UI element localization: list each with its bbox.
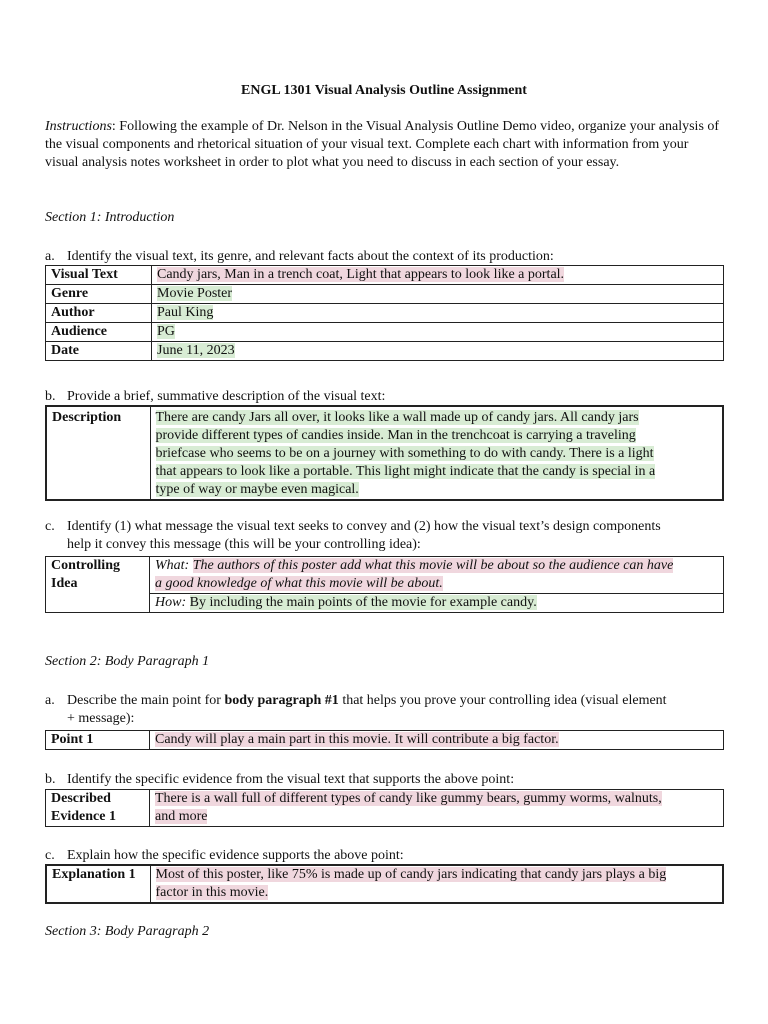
evidence1-line1: There is a wall full of different types of candy like gummy bears, gummy worms, walnuts,: [155, 791, 662, 806]
document-title: ENGL 1301 Visual Analysis Outline Assignment: [241, 83, 527, 98]
table-row: [46, 406, 723, 500]
explanation1-table: [45, 864, 724, 904]
description-cell[interactable]: [150, 406, 723, 500]
table-row: [46, 323, 724, 342]
section2-a-bold: body paragraph #1: [224, 693, 339, 708]
explanation1-line1: Most of this poster, like 75% is made up of candy jars indicating that candy jars plays a big: [155, 867, 667, 882]
table-row: [46, 731, 724, 750]
section2-a-line2: + message):: [67, 711, 135, 726]
date-label: Date: [46, 342, 152, 361]
controlling-idea-label-line2: Idea: [51, 576, 78, 591]
date-cell[interactable]: [152, 342, 724, 361]
section1-a-text: Identify the visual text, its genre, and relevant facts about the context of its production:: [67, 249, 554, 264]
how-text: By including the main points of the movie for example candy.: [189, 595, 537, 610]
section2-b-text: Identify the specific evidence from the visual text that supports the above point:: [67, 772, 515, 787]
section1-c-letter: c.: [45, 519, 55, 534]
section1-b-prompt: [45, 388, 725, 406]
author-value: Paul King: [157, 305, 214, 320]
how-label: How:: [155, 595, 187, 610]
section1-a-prompt: [45, 248, 725, 266]
controlling-idea-label: [46, 557, 150, 613]
point1-value: Candy will play a main part in this movie. It will contribute a big factor.: [155, 732, 559, 747]
description-table: [45, 405, 724, 501]
section2-c-letter: c.: [45, 848, 55, 863]
description-line: that appears to look like a portable. This light might indicate that the candy is special in a: [155, 464, 656, 479]
table-row: [46, 304, 724, 323]
evidence1-label-line2: Evidence 1: [51, 809, 116, 824]
what-line1: The authors of this poster add what this movie will be about so the audience can have: [192, 558, 674, 573]
context-table: [45, 265, 724, 361]
instructions-paragraph: [45, 118, 725, 172]
instructions-text: : Following the example of Dr. Nelson in the Visual Analysis Outline Demo video, organize your analysis of the visual components and rhetorical situation of your visual text. Complete each chart with information from your visual analysis notes worksheet in order to plot what you need to discuss in each section of your essay.: [45, 119, 720, 170]
point1-table: [45, 730, 724, 750]
section2-heading: Section 2: Body Paragraph 1: [45, 654, 210, 669]
genre-cell[interactable]: [152, 285, 724, 304]
genre-label: Genre: [46, 285, 152, 304]
explanation1-cell[interactable]: [150, 865, 723, 903]
section2-a-letter: a.: [45, 693, 55, 708]
point1-label: Point 1: [46, 731, 150, 750]
point1-cell[interactable]: [150, 731, 724, 750]
how-cell[interactable]: [150, 594, 724, 613]
visual-text-cell[interactable]: [152, 266, 724, 285]
visual-text-label: Visual Text: [46, 266, 152, 285]
evidence1-cell[interactable]: [150, 790, 724, 827]
what-cell[interactable]: [150, 557, 724, 594]
section2-b-prompt: [45, 771, 725, 789]
description-line: There are candy Jars all over, it looks like a wall made up of candy jars. All candy jars: [155, 410, 639, 425]
section2-a-pre: Describe the main point for: [67, 693, 225, 708]
section3-heading: Section 3: Body Paragraph 2: [45, 924, 210, 939]
section1-b-letter: b.: [45, 389, 56, 404]
table-row: [46, 790, 724, 827]
description-line: type of way or maybe even magical.: [155, 482, 359, 497]
section2-c-text: Explain how the specific evidence supports the above point:: [67, 848, 404, 863]
table-row: [46, 266, 724, 285]
section2-a-post: that helps you prove your controlling idea (visual element: [338, 693, 667, 708]
author-label: Author: [46, 304, 152, 323]
date-value: June 11, 2023: [157, 343, 235, 358]
evidence1-label: [46, 790, 150, 827]
section1-a-letter: a.: [45, 249, 55, 264]
section1-b-text: Provide a brief, summative description of the visual text:: [67, 389, 386, 404]
controlling-idea-table: [45, 556, 724, 613]
audience-cell[interactable]: [152, 323, 724, 342]
section2-a-prompt: [45, 692, 725, 728]
section1-c-prompt: [45, 518, 725, 554]
visual-text-value: Candy jars, Man in a trench coat, Light that appears to look like a portal.: [157, 267, 565, 282]
section1-c-text2: help it convey this message (this will be your controlling idea):: [67, 537, 421, 552]
explanation1-label: Explanation 1: [46, 865, 150, 903]
controlling-idea-label-line1: Controlling: [51, 558, 120, 573]
what-line2: a good knowledge of what this movie will be about.: [155, 576, 443, 591]
section2-b-letter: b.: [45, 772, 56, 787]
genre-value: Movie Poster: [157, 286, 233, 301]
description-line: provide different types of candies inside. Man in the trenchcoat is carrying a traveling: [155, 428, 636, 443]
table-row: [46, 865, 723, 903]
audience-label: Audience: [46, 323, 152, 342]
section1-c-text1: Identify (1) what message the visual text seeks to convey and (2) how the visual text’s design components: [67, 519, 661, 534]
table-row: [46, 557, 724, 594]
evidence1-table: [45, 789, 724, 827]
author-cell[interactable]: [152, 304, 724, 323]
what-label: What:: [155, 558, 190, 573]
table-row: [46, 342, 724, 361]
table-row: [46, 285, 724, 304]
explanation1-line2: factor in this movie.: [155, 885, 269, 900]
section1-heading: Section 1: Introduction: [45, 210, 175, 225]
section2-c-prompt: [45, 847, 725, 865]
evidence1-label-line1: Described: [51, 791, 111, 806]
instructions-label: Instructions: [45, 119, 112, 134]
description-label: Description: [46, 406, 150, 500]
evidence1-line2: and more: [155, 809, 208, 824]
audience-value: PG: [157, 324, 175, 339]
description-line: briefcase who seems to be on a journey with something to do with candy. There is a light: [155, 446, 654, 461]
